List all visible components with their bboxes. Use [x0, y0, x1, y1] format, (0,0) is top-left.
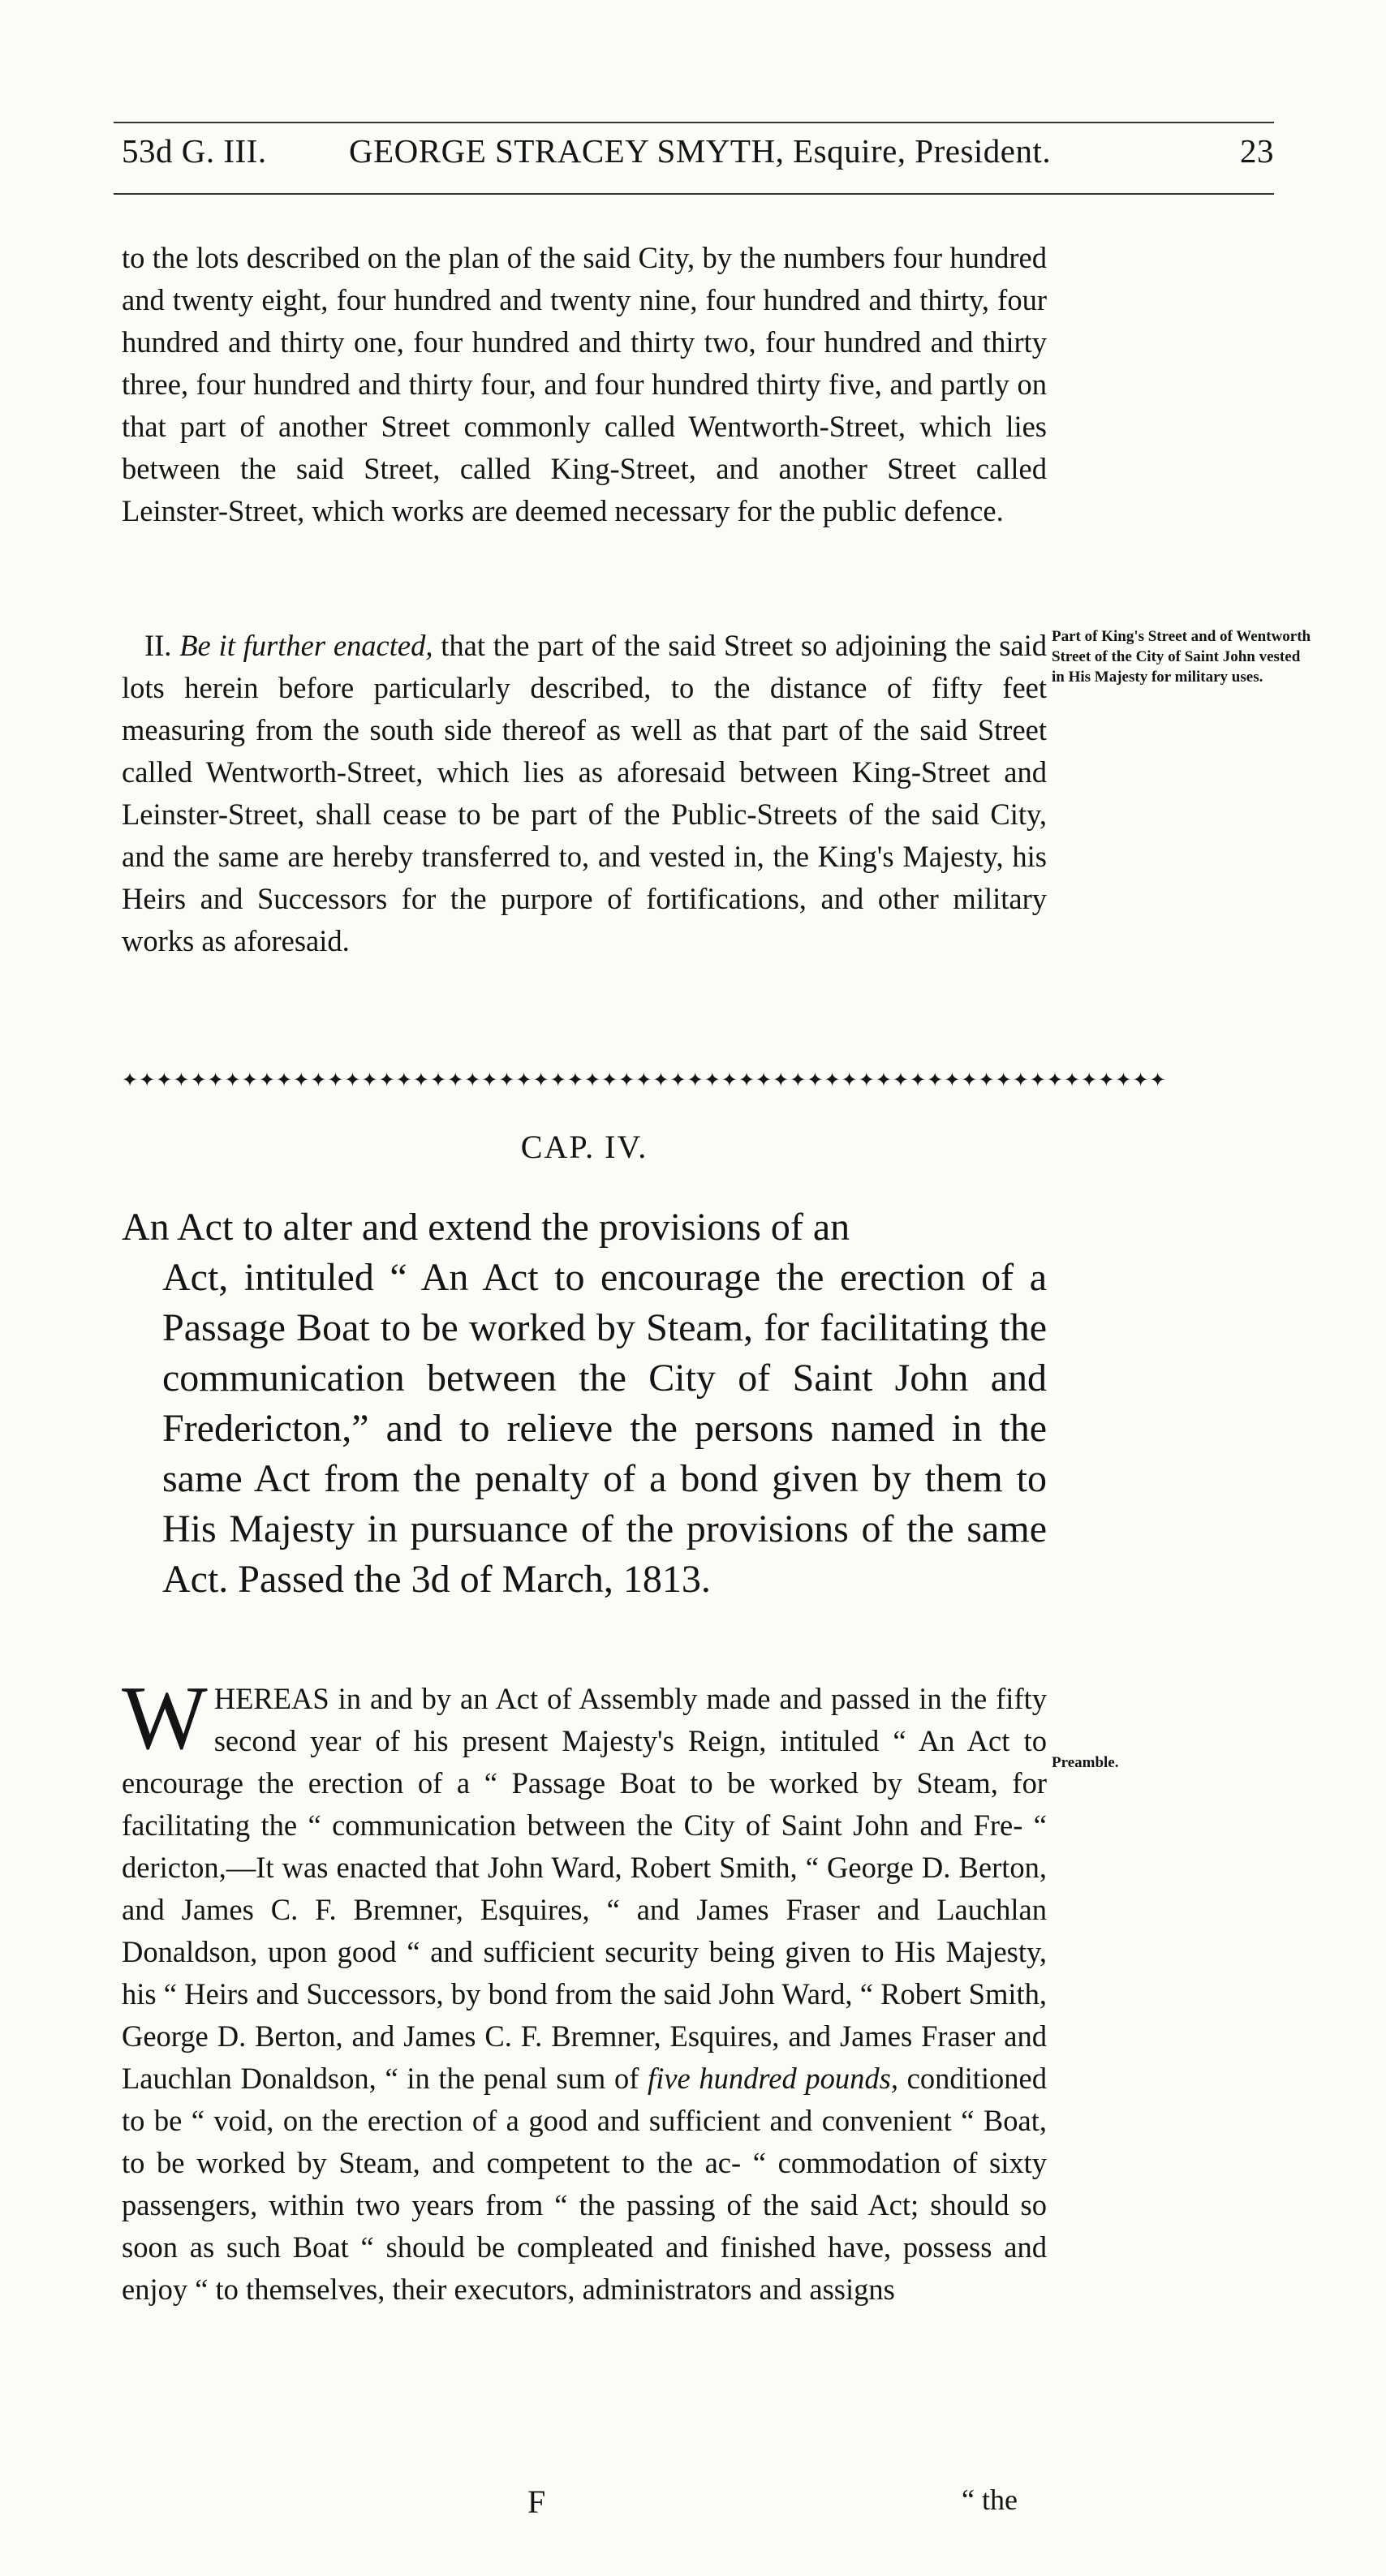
section-2-body	[122, 625, 1047, 962]
catchword: “ the	[962, 2484, 1018, 2516]
margin-note-section-2: Part of King's Street and of Wentworth Street of the City of Saint John vested in His Majesty for military uses.	[1052, 628, 1311, 686]
drop-cap: W	[122, 1668, 208, 1769]
page-number: 23	[1240, 132, 1274, 170]
preamble-text-1: HEREAS in and by an Act of Assembly made and passed in the fifty second year of his present Majesty's Reign, intituled “ An Act to encourage the erection of a “ Passage Boat to be worked by Steam, for facilitating the “ communication between the City of Saint John and Fre- “ dericton,—It was enacted that John Ward, Robert Smith, “ George D. Berton, and James C. F. Bremner, Esquires, “ and James Fraser and Lauchlan Donaldson, upon good “ and sufficient security being given to His Majesty, his “ Heirs and Successors, by bond from the said John Ward, “ Robert Smith, George D. Berton, and James C. F. Bremner, Esquires, and James Fraser and Lauchlan Donaldson, “ in the penal sum of	[122, 1682, 1047, 2095]
act-title	[122, 1202, 1047, 1605]
preamble-text-2: conditioned to be “ void, on the erection of a good and sufficient and convenient “ Boat, to be worked by Steam, and competent to the ac- “ commodation of sixty passengers, within two years from “ the passing of the said Act; should so soon as such Boat “ should be compleated and finished have, possess and enjoy “ to themselves, their executors, administrators and assigns	[122, 2062, 1047, 2306]
section-2-text: that the part of the said Street so adjoining the said lots herein before particularly described, to the distance of fifty feet measuring from the south side thereof as well as that part of the said Street called Wentworth-Street, which lies as aforesaid between King-Street and Leinster-Street, shall cease to be part of the Public-Streets of the said City, and the same are hereby transferred to, and vested in, the King's Majesty, his Heirs and Successors for the purpore of fortifications, and other military works as aforesaid.	[122, 629, 1048, 957]
section-number: II.	[144, 629, 172, 662]
chapter-heading: CAP. IV.	[520, 1129, 648, 1165]
header-title: GEORGE STRACEY SMYTH, Esquire, President.	[349, 132, 1052, 170]
penal-sum: five hundred pounds,	[648, 2062, 898, 2095]
paragraph-1-text: to the lots described on the plan of the said City, by the numbers four hundred and twenty eight, four hundred and twenty nine, four hundred and thirty, four hundred and thirty one, four hundred and thirty two, four hundred and thirty three, four hundred and thirty four, and four hundred thirty five, and partly on that part of another Street commonly called Wentworth-Street, which lies between the said Street, called King-Street, and another Street called Leinster-Street, which works are deemed necessary for the public defence.	[122, 241, 1047, 527]
section-2	[122, 625, 1047, 962]
preamble-body	[122, 1668, 1047, 2311]
preamble	[122, 1668, 1047, 2311]
enacting-phrase: Be it further enacted,	[179, 629, 433, 662]
header-rule-top	[114, 122, 1274, 123]
signature-mark: F	[527, 2484, 546, 2520]
ornamental-divider: ✦✦✦✦✦✦✦✦✦✦✦✦✦✦✦✦✦✦✦✦✦✦✦✦✦✦✦✦✦✦✦✦✦✦✦✦✦✦✦✦✦✦✦✦✦✦✦✦✦✦✦✦✦✦✦✦✦✦✦✦✦	[122, 1069, 1167, 1091]
header-rule-bottom	[114, 193, 1274, 195]
margin-note-preamble: Preamble.	[1052, 1754, 1119, 1771]
regnal-year: 53d G. III.	[122, 132, 267, 170]
act-title-first-line: An Act to alter and extend the provisions of an	[122, 1206, 850, 1249]
running-header	[122, 128, 1274, 177]
act-title-rest: Act, intituled “ An Act to encourage the erection of a Passage Boat to be worked by Steam, for facilitating the communication between the City of Saint John and Fredericton,” and to relieve the persons named in the same Act from the penalty of a bond given by them to His Majesty in pursuance of the provisions of the same Act. Passed the 3d of March, 1813.	[162, 1256, 1047, 1601]
paragraph-continued	[122, 237, 1047, 532]
